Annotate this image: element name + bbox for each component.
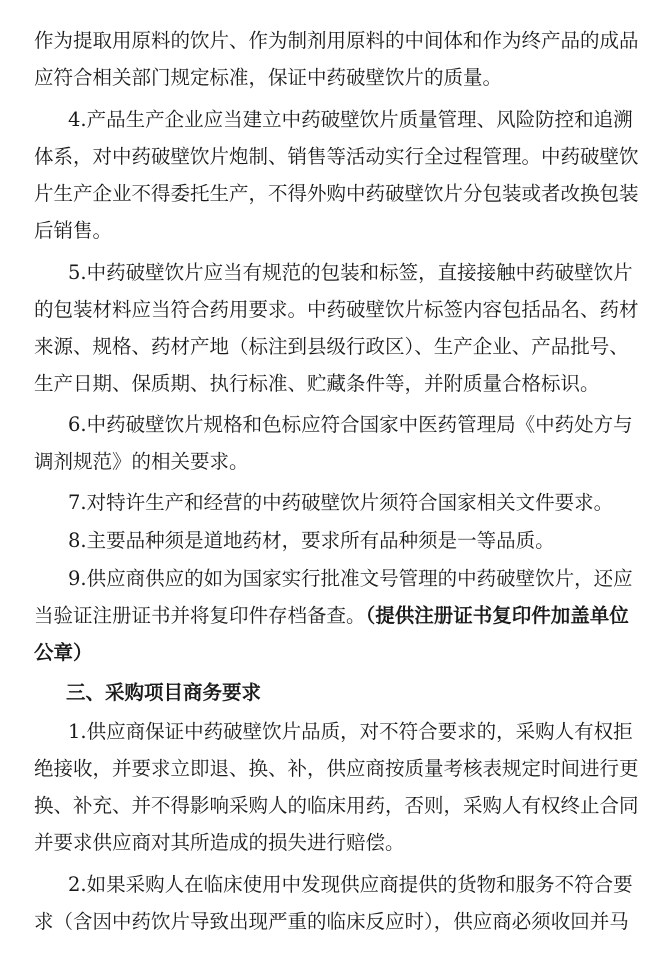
text-line: 8.主要品种须是道地药材，要求所有品种须是一等品质。 [68, 529, 555, 552]
text-line: 片生产企业不得委托生产，不得外购中药破壁饮片分包装或者改换包装 [34, 182, 639, 205]
text-line: 7.对特许生产和经营的中药破壁饮片须符合国家相关文件要求。 [68, 491, 614, 514]
text-line: 换、补充、并不得影响采购人的临床用药，否则，采购人有权终止合同 [34, 794, 639, 817]
text-line: 应符合相关部门规定标准，保证中药破壁饮片的质量。 [34, 66, 503, 89]
text-line: 生产日期、保质期、执行标准、贮藏条件等，并附质量合格标识。 [34, 372, 600, 395]
text-line: 9.供应商供应的如为国家实行批准文号管理的中药破壁饮片，还应 [68, 567, 633, 590]
text-line: 6.中药破壁饮片规格和色标应符合国家中医药管理局《中药处方与 [68, 413, 633, 436]
text-line [34, 604, 629, 628]
text-line: 来源、规格、药材产地（标注到县级行政区）、生产企业、产品批号、 [34, 335, 629, 358]
text-line: 5.中药破壁饮片应当有规范的包装和标签，直接接触中药破壁饮片 [68, 261, 633, 284]
text-line: 求（含因中药饮片导致出现严重的临床反应时），供应商必须收回并马 [34, 910, 629, 933]
text-line: 4.产品生产企业应当建立中药破壁饮片质量管理、风险防控和追溯 [68, 108, 633, 131]
text-line: 1.供应商保证中药破壁饮片品质，对不符合要求的，采购人有权拒 [68, 720, 633, 743]
text-span: 当验证注册证书并将复印件存档备查。 [34, 604, 366, 627]
text-line: 并要求供应商对其所造成的损失进行赔偿。 [34, 831, 405, 854]
text-line: 绝接收，并要求立即退、换、补，供应商按质量考核表规定时间进行更 [34, 757, 639, 780]
section-title: 三、采购项目商务要求 [66, 681, 262, 704]
text-line: 的包装材料应当符合药用要求。中药破壁饮片标签内容包括品名、药材 [34, 298, 639, 321]
text-line: 调剂规范》的相关要求。 [34, 450, 249, 473]
text-line: 2.如果采购人在临床使用中发现供应商提供的货物和服务不符合要 [68, 873, 633, 896]
bold-note: （提供注册证书复印件加盖单位 [365, 604, 629, 627]
bold-note-continued: 公章） [34, 641, 93, 664]
text-line: 体系，对中药破壁饮片炮制、销售等活动实行全过程管理。中药破壁饮 [34, 145, 639, 168]
text-line: 作为提取用原料的饮片、作为制剂用原料的中间体和作为终产品的成品 [34, 29, 639, 52]
text-line: 后销售。 [34, 219, 113, 242]
